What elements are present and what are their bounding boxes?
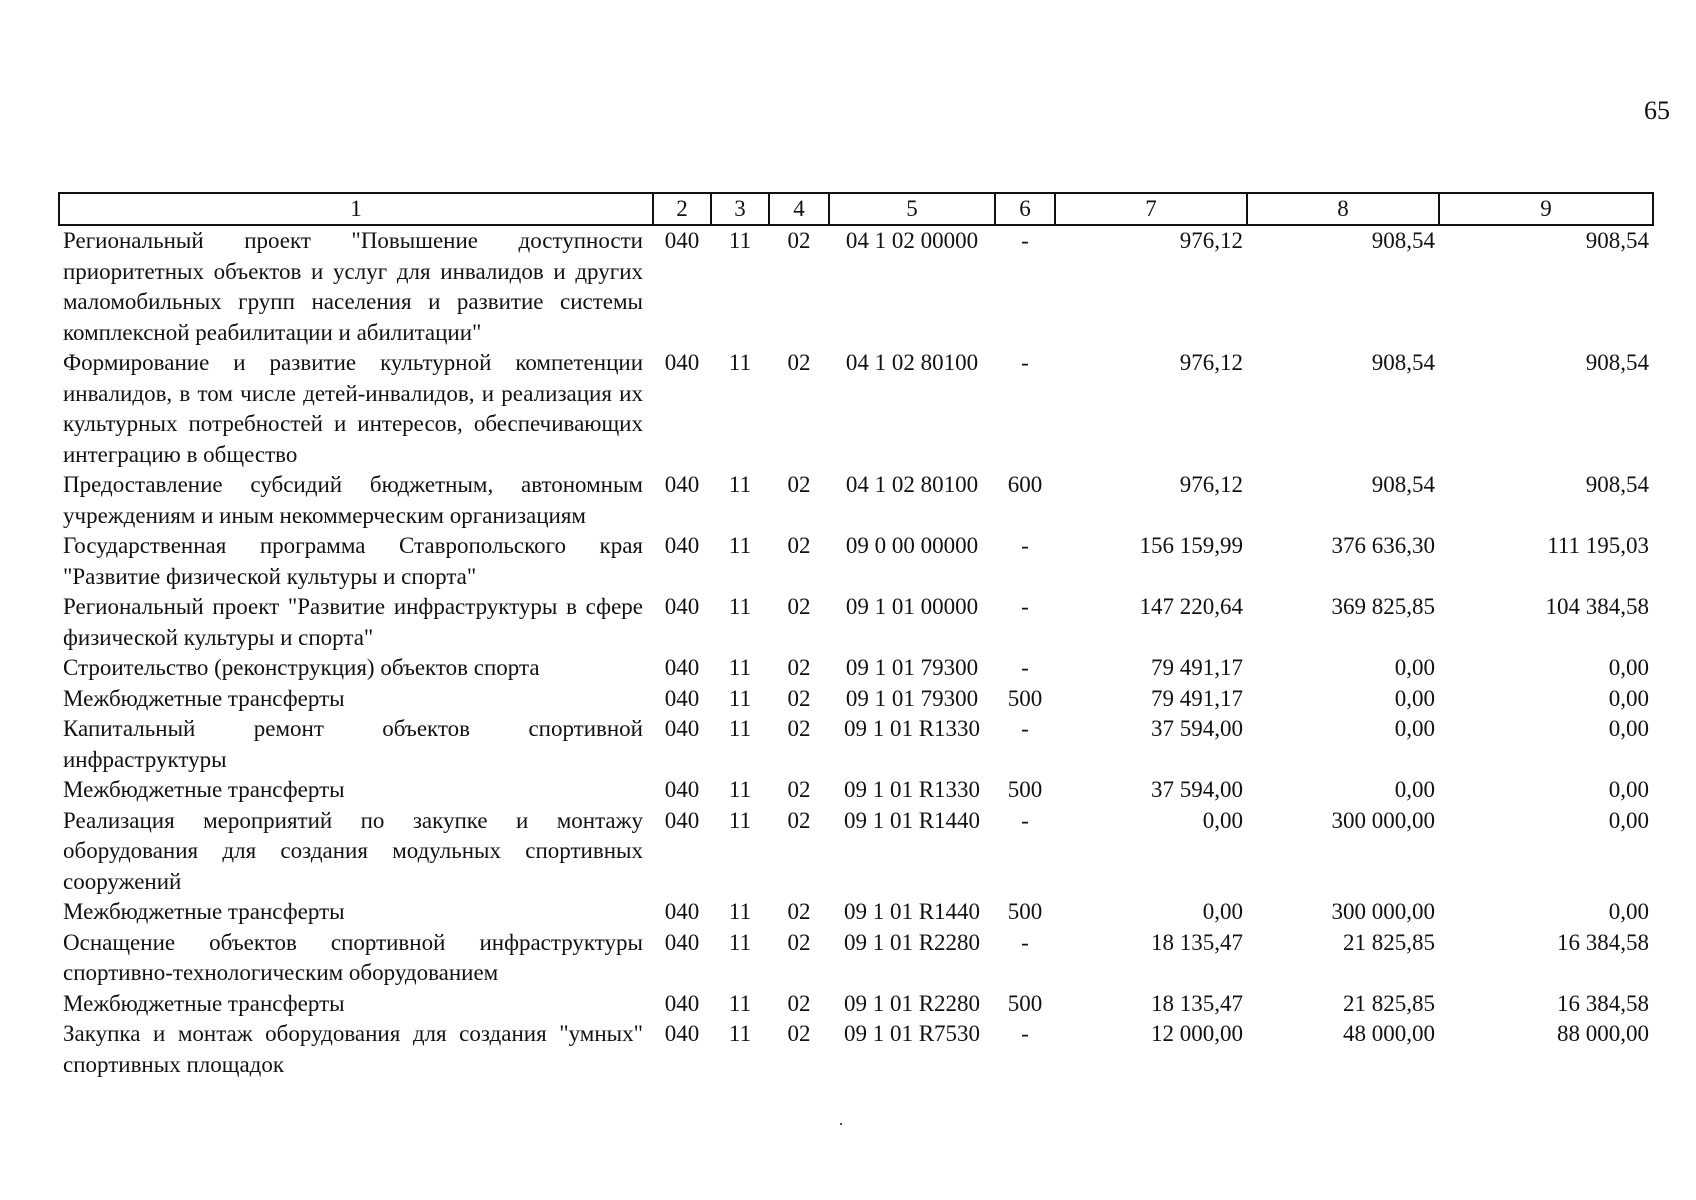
- row-col-2-cell: 040: [664, 685, 700, 711]
- row-col-3-cell: 11: [728, 777, 752, 802]
- row-col-2-cell: 040: [664, 1021, 700, 1046]
- row-col-2-cell: 040: [664, 777, 700, 802]
- header-col-8: 8: [1247, 193, 1439, 225]
- row-name-cell: Межбюджетные трансферты: [63, 685, 345, 711]
- row-col-4-cell: 02: [787, 533, 811, 558]
- scan-speck: [840, 1123, 842, 1125]
- row-value-9-cell: 908,54: [1585, 228, 1649, 253]
- row-name-cell: Реализация мероприятий по закупке и монтажу оборудования для создания модульных спортивных сооружений: [63, 807, 643, 894]
- table-row: [59, 928, 1653, 989]
- row-code-cell: 09 0 00 00000: [845, 533, 979, 558]
- row-name-cell: Межбюджетные трансферты: [63, 899, 345, 924]
- header-col-4: 4: [769, 193, 829, 225]
- row-col-4-cell: 02: [787, 350, 811, 375]
- row-code-cell: 09 1 01 00000: [845, 594, 979, 619]
- row-col-3-cell: 11: [728, 1021, 752, 1046]
- row-col-2-cell: 040: [664, 228, 700, 253]
- row-code-cell: 09 1 01 R2280: [843, 990, 981, 1016]
- row-col-3-cell: 11: [728, 685, 752, 711]
- row-value-8-cell: 300 000,00: [1331, 807, 1435, 833]
- row-value-9-cell: 908,54: [1585, 472, 1649, 497]
- table-row: [59, 470, 1653, 531]
- row-col-6-cell: 500: [1007, 899, 1043, 924]
- row-col-6-cell: 600: [1007, 472, 1043, 497]
- row-col-6-cell: -: [1021, 1021, 1029, 1046]
- row-value-7-cell: 0,00: [1202, 807, 1243, 833]
- table-row: [59, 592, 1653, 653]
- header-col-3: 3: [711, 193, 769, 225]
- row-col-2-cell: 040: [664, 533, 700, 558]
- table-row: [59, 989, 1653, 1020]
- row-col-3-cell: 11: [728, 594, 752, 619]
- page-number: 65: [1644, 96, 1670, 125]
- row-value-9-cell: 88 000,00: [1557, 1021, 1649, 1046]
- row-code-cell: 04 1 02 80100: [845, 350, 979, 375]
- table-row: [59, 1019, 1653, 1080]
- row-col-4-cell: 02: [787, 777, 811, 802]
- row-value-9-cell: 0,00: [1608, 716, 1649, 741]
- row-code-cell: 09 1 01 79300: [845, 685, 979, 711]
- row-col-3-cell: 11: [728, 929, 752, 955]
- row-code-cell: 09 1 01 R1330: [843, 777, 981, 802]
- row-col-3-cell: 11: [728, 472, 752, 497]
- row-name-cell: Капитальный ремонт объектов спортивной инфраструктуры: [63, 716, 643, 772]
- row-name-cell: Предоставление субсидий бюджетным, автономным учреждениям и иным некоммерческим организациям: [63, 472, 643, 528]
- row-col-6-cell: -: [1021, 929, 1029, 955]
- row-col-6-cell: -: [1021, 594, 1029, 619]
- row-col-3-cell: 11: [728, 899, 752, 924]
- row-col-6-cell: -: [1021, 807, 1029, 833]
- row-col-2-cell: 040: [664, 990, 700, 1016]
- row-col-4-cell: 02: [787, 472, 811, 497]
- header-col-2: 2: [653, 193, 711, 225]
- row-col-4-cell: 02: [787, 929, 811, 955]
- row-value-8-cell: 0,00: [1394, 716, 1435, 741]
- row-col-2-cell: 040: [664, 350, 700, 375]
- row-name-cell: Межбюджетные трансферты: [63, 990, 345, 1016]
- row-col-2-cell: 040: [664, 929, 700, 955]
- row-value-8-cell: 0,00: [1394, 655, 1435, 680]
- row-col-6-cell: 500: [1007, 777, 1043, 802]
- row-col-4-cell: 02: [787, 228, 811, 253]
- row-value-8-cell: 908,54: [1371, 350, 1435, 375]
- table-header: [59, 193, 1653, 225]
- table-row: [59, 348, 1653, 470]
- row-value-7-cell: 12 000,00: [1151, 1021, 1243, 1046]
- row-value-9-cell: 104 384,58: [1545, 594, 1649, 619]
- row-value-9-cell: 0,00: [1608, 807, 1649, 833]
- row-value-8-cell: 0,00: [1394, 777, 1435, 802]
- row-value-7-cell: 37 594,00: [1151, 716, 1243, 741]
- row-value-7-cell: 976,12: [1179, 472, 1243, 497]
- row-code-cell: 09 1 01 R1440: [843, 899, 981, 924]
- row-value-7-cell: 0,00: [1202, 899, 1243, 924]
- row-value-8-cell: 908,54: [1371, 228, 1435, 253]
- table-row: [59, 714, 1653, 775]
- table-row: [59, 531, 1653, 592]
- table-row: [59, 806, 1653, 898]
- row-code-cell: 09 1 01 R2280: [843, 929, 981, 955]
- row-code-cell: 09 1 01 R7530: [843, 1021, 981, 1046]
- row-col-6-cell: -: [1021, 533, 1029, 558]
- header-col-5: 5: [829, 193, 995, 225]
- row-col-6-cell: -: [1021, 228, 1029, 253]
- row-name-cell: Строительство (реконструкция) объектов спорта: [63, 655, 540, 680]
- header-row: [59, 193, 1653, 225]
- row-name-cell: Межбюджетные трансферты: [63, 777, 345, 802]
- row-col-6-cell: 500: [1007, 685, 1043, 711]
- table-row: [59, 653, 1653, 684]
- row-col-4-cell: 02: [787, 990, 811, 1016]
- header-col-9: 9: [1439, 193, 1653, 225]
- budget-table: [58, 192, 1654, 1080]
- row-col-2-cell: 040: [664, 655, 700, 680]
- row-name-cell: Региональный проект "Повышение доступности приоритетных объектов и услуг для инвалидов и других маломобильных групп населения и развитие системы комплексной реабилитации и абилитации": [63, 228, 643, 345]
- row-value-8-cell: 300 000,00: [1331, 899, 1435, 924]
- row-name-cell: Формирование и развитие культурной компетенции инвалидов, в том числе детей-инвалидов, и реализация их культурных потребностей и интересов, обеспечивающих интеграцию в общество: [63, 350, 643, 467]
- row-col-4-cell: 02: [787, 655, 811, 680]
- row-col-3-cell: 11: [728, 716, 752, 741]
- row-value-8-cell: 48 000,00: [1343, 1021, 1435, 1046]
- row-value-9-cell: 16 384,58: [1557, 990, 1649, 1016]
- row-col-4-cell: 02: [787, 1021, 811, 1046]
- row-col-3-cell: 11: [728, 533, 752, 558]
- row-value-7-cell: 79 491,17: [1151, 685, 1243, 711]
- row-col-3-cell: 11: [728, 807, 752, 833]
- header-col-1: 1: [59, 193, 653, 225]
- row-value-8-cell: 908,54: [1371, 472, 1435, 497]
- row-code-cell: 09 1 01 R1440: [843, 807, 981, 833]
- row-col-2-cell: 040: [664, 807, 700, 833]
- row-value-7-cell: 79 491,17: [1151, 655, 1243, 680]
- table-row: [59, 897, 1653, 928]
- row-value-7-cell: 18 135,47: [1151, 990, 1243, 1016]
- row-col-3-cell: 11: [728, 655, 752, 680]
- row-name-cell: Закупка и монтаж оборудования для создания "умных" спортивных площадок: [63, 1021, 643, 1077]
- row-col-4-cell: 02: [787, 807, 811, 833]
- row-value-9-cell: 908,54: [1585, 350, 1649, 375]
- row-col-3-cell: 11: [728, 228, 752, 253]
- header-col-6: 6: [995, 193, 1055, 225]
- row-col-6-cell: -: [1021, 655, 1029, 680]
- row-col-4-cell: 02: [787, 594, 811, 619]
- row-value-7-cell: 156 159,99: [1139, 533, 1243, 558]
- row-name-cell: Государственная программа Ставропольского края "Развитие физической культуры и спорта": [63, 533, 643, 589]
- row-code-cell: 04 1 02 80100: [845, 472, 979, 497]
- row-value-8-cell: 21 825,85: [1343, 990, 1435, 1016]
- row-value-7-cell: 976,12: [1179, 228, 1243, 253]
- row-col-2-cell: 040: [664, 472, 700, 497]
- row-value-9-cell: 0,00: [1608, 685, 1649, 711]
- row-value-9-cell: 111 195,03: [1547, 533, 1649, 558]
- row-col-3-cell: 11: [728, 350, 752, 375]
- table-row: [59, 775, 1653, 806]
- row-col-4-cell: 02: [787, 685, 811, 711]
- row-code-cell: 09 1 01 R1330: [843, 716, 981, 741]
- row-col-6-cell: -: [1021, 350, 1029, 375]
- row-value-8-cell: 0,00: [1394, 685, 1435, 711]
- row-value-8-cell: 376 636,30: [1331, 533, 1435, 558]
- row-name-cell: Региональный проект "Развитие инфраструктуры в сфере физической культуры и спорта": [63, 594, 643, 650]
- header-col-7: 7: [1055, 193, 1247, 225]
- row-col-6-cell: -: [1021, 716, 1029, 741]
- row-value-9-cell: 0,00: [1608, 655, 1649, 680]
- row-value-9-cell: 16 384,58: [1557, 929, 1649, 955]
- row-col-6-cell: 500: [1007, 990, 1043, 1016]
- row-code-cell: 09 1 01 79300: [845, 655, 979, 680]
- row-col-4-cell: 02: [787, 899, 811, 924]
- row-col-4-cell: 02: [787, 716, 811, 741]
- row-col-3-cell: 11: [728, 990, 752, 1016]
- row-value-7-cell: 976,12: [1179, 350, 1243, 375]
- row-col-2-cell: 040: [664, 716, 700, 741]
- row-code-cell: 04 1 02 00000: [845, 228, 979, 253]
- row-col-2-cell: 040: [664, 594, 700, 619]
- row-value-7-cell: 147 220,64: [1139, 594, 1243, 619]
- row-value-9-cell: 0,00: [1608, 777, 1649, 802]
- row-value-7-cell: 18 135,47: [1151, 929, 1243, 955]
- table-row: [59, 684, 1653, 715]
- row-col-2-cell: 040: [664, 899, 700, 924]
- table-row: [59, 225, 1653, 348]
- row-value-8-cell: 369 825,85: [1331, 594, 1435, 619]
- row-value-7-cell: 37 594,00: [1151, 777, 1243, 802]
- table-body: [59, 225, 1653, 1080]
- row-value-9-cell: 0,00: [1608, 899, 1649, 924]
- row-name-cell: Оснащение объектов спортивной инфраструктуры спортивно-технологическим оборудованием: [63, 929, 643, 985]
- row-value-8-cell: 21 825,85: [1343, 929, 1435, 955]
